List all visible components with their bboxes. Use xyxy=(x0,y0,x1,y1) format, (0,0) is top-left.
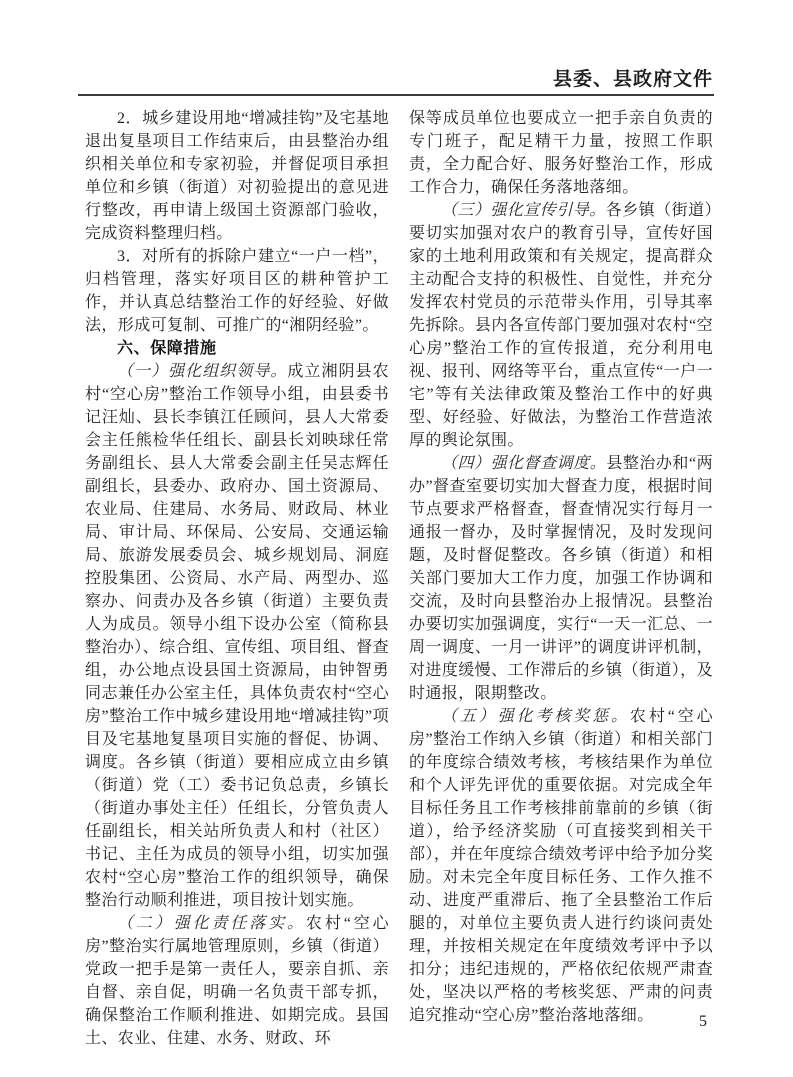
paragraph-text: 各乡镇（街道）要切实加强对农户的教育引导，宣传好国家的土地利用政策和有关规定，提高群众主动配合支持的积极性、自觉性，并充分发挥农村党员的示范带头作用，引导其率先拆除。县内各宣传部门要加强对农村“空心房”整治工作的宣传报道，充分利用电视、报刊、网络等平台，重点宣传“一户一宅”等有关法律政策及整治工作中的好典型、好经验、好做法，为整治工作营造浓厚的舆论氛围。 xyxy=(409,202,713,449)
paragraph-continuation: 保等成员单位也要成立一把手亲自负责的专门班子，配足精干力量，按照工作职责，全力配合好、服务好整治工作，形成工作合力，确保任务落地落细。 xyxy=(409,110,713,196)
left-column xyxy=(85,107,389,1050)
paragraph-text: 农村“空心房”整治实行属地管理原则，乡镇（街道）党政一把手是第一责任人，要亲自抓、亲自督、亲自促，明确一名负责干部专抓，确保整治工作顺利推进、如期完成。县国土、农业、住建、水务、财政、环 xyxy=(85,915,389,1047)
text-columns xyxy=(85,107,713,1050)
paragraph: 3．对所有的拆除户建立“一户一档”，归档管理，落实好项目区的耕种管护工作，并认真总结整治工作的好经验、好做法，形成可复制、可推广的“湘阴经验”。 xyxy=(85,248,389,334)
paragraph xyxy=(409,705,713,1027)
paragraph xyxy=(409,452,713,705)
page-number: 5 xyxy=(699,1013,707,1030)
paragraph-lead: （四）强化督查调度。 xyxy=(441,455,607,472)
header-rule xyxy=(78,94,714,96)
paragraph-lead: （三）强化宣传引导。 xyxy=(441,202,606,219)
paragraph xyxy=(85,360,389,912)
section-heading: 六、保障措施 xyxy=(117,340,217,357)
paragraph xyxy=(409,199,713,452)
paragraph xyxy=(85,912,389,1050)
paragraph-lead: （二）强化责任落实。 xyxy=(117,915,306,932)
header-title: 县委、县政府文件 xyxy=(552,69,713,90)
paragraph-text: 成立湘阴县农村“空心房”整治工作领导小组，由县委书记汪灿、县长李镇江任顾问，县人大常委会主任熊检华任组长、副县长刘映球任常务副组长、县人大常委会副主任吴志辉任副组长，县委办、政府办、国土资源局、农业局、住建局、水务局、财政局、林业局、审计局、环保局、公安局、交通运输局、旅游发展委员会、城乡规划局、洞庭控股集团、公资局、水产局、两型办、巡察办、问责办及各乡镇（街道）主要负责人为成员。领导小组下设办公室（简称县整治办）、综合组、宣传组、项目组、督查组，办公地点设县国土资源局，由钟智勇同志兼任办公室主任，具体负责农村“空心房”整治工作中城乡建设用地“增减挂钩”项目及宅基地复垦项目实施的督促、协调、调度。各乡镇（街道）要相应成立由乡镇（街道）党（工）委书记负总责，乡镇长（街道办事处主任）任组长，分管负责人任副组长，相关站所负责人和村（社区）书记、主任为成员的领导小组，切实加强农村“空心房”整治工作的组织领导，确保整治行动顺利推进，项目按计划实施。 xyxy=(85,363,389,909)
paragraph-text: 农村“空心房”整治工作纳入乡镇（街道）和相关部门的年度综合绩效考核，考核结果作为单位和个人评先评优的重要依据。对完成全年目标任务且工作考核排前靠前的乡镇（街道），给予经济奖励（可直接奖到相关干部），并在年度综合绩效考评中给予加分奖励。对未完全年度目标任务、工作久推不动、进度严重滞后、拖了全县整治工作后腿的，对单位主要负责人进行约谈问责处理，并按相关规定在年度绩效考评中予以扣分；违纪违规的，严格依纪依规严肃查处，坚决以严格的考核奖惩、严肃的问责追究推动“空心房”整治落地落细。 xyxy=(409,708,713,1024)
paragraph-lead: （五）强化考核奖惩。 xyxy=(441,708,630,725)
paragraph-lead: （一）强化组织领导。 xyxy=(117,363,288,380)
paragraph: 2．城乡建设用地“增减挂钩”及宅基地退出复垦项目工作结束后，由县整治办组织相关单位和专家初验，并督促项目承担单位和乡镇（街道）对初验提出的意见进行整改，再申请上级国土资源部门验收，完成资料整理归档。 xyxy=(85,110,389,242)
right-column xyxy=(409,107,713,1050)
paragraph-text: 县整治办和“两办”督查室要切实加大督查力度，根据时间节点要求严格督查，督查情况实行每月一通报一督办，及时掌握情况，及时发现问题，及时督促整改。各乡镇（街道）和相关部门要加大工作力度，加强工作协调和交流，及时向县整治办上报情况。县整治办要切实加强调度，实行“一天一汇总、一周一调度、一月一讲评”的调度讲评机制，对进度缓慢、工作滞后的乡镇（街道），及时通报，限期整改。 xyxy=(409,455,713,702)
